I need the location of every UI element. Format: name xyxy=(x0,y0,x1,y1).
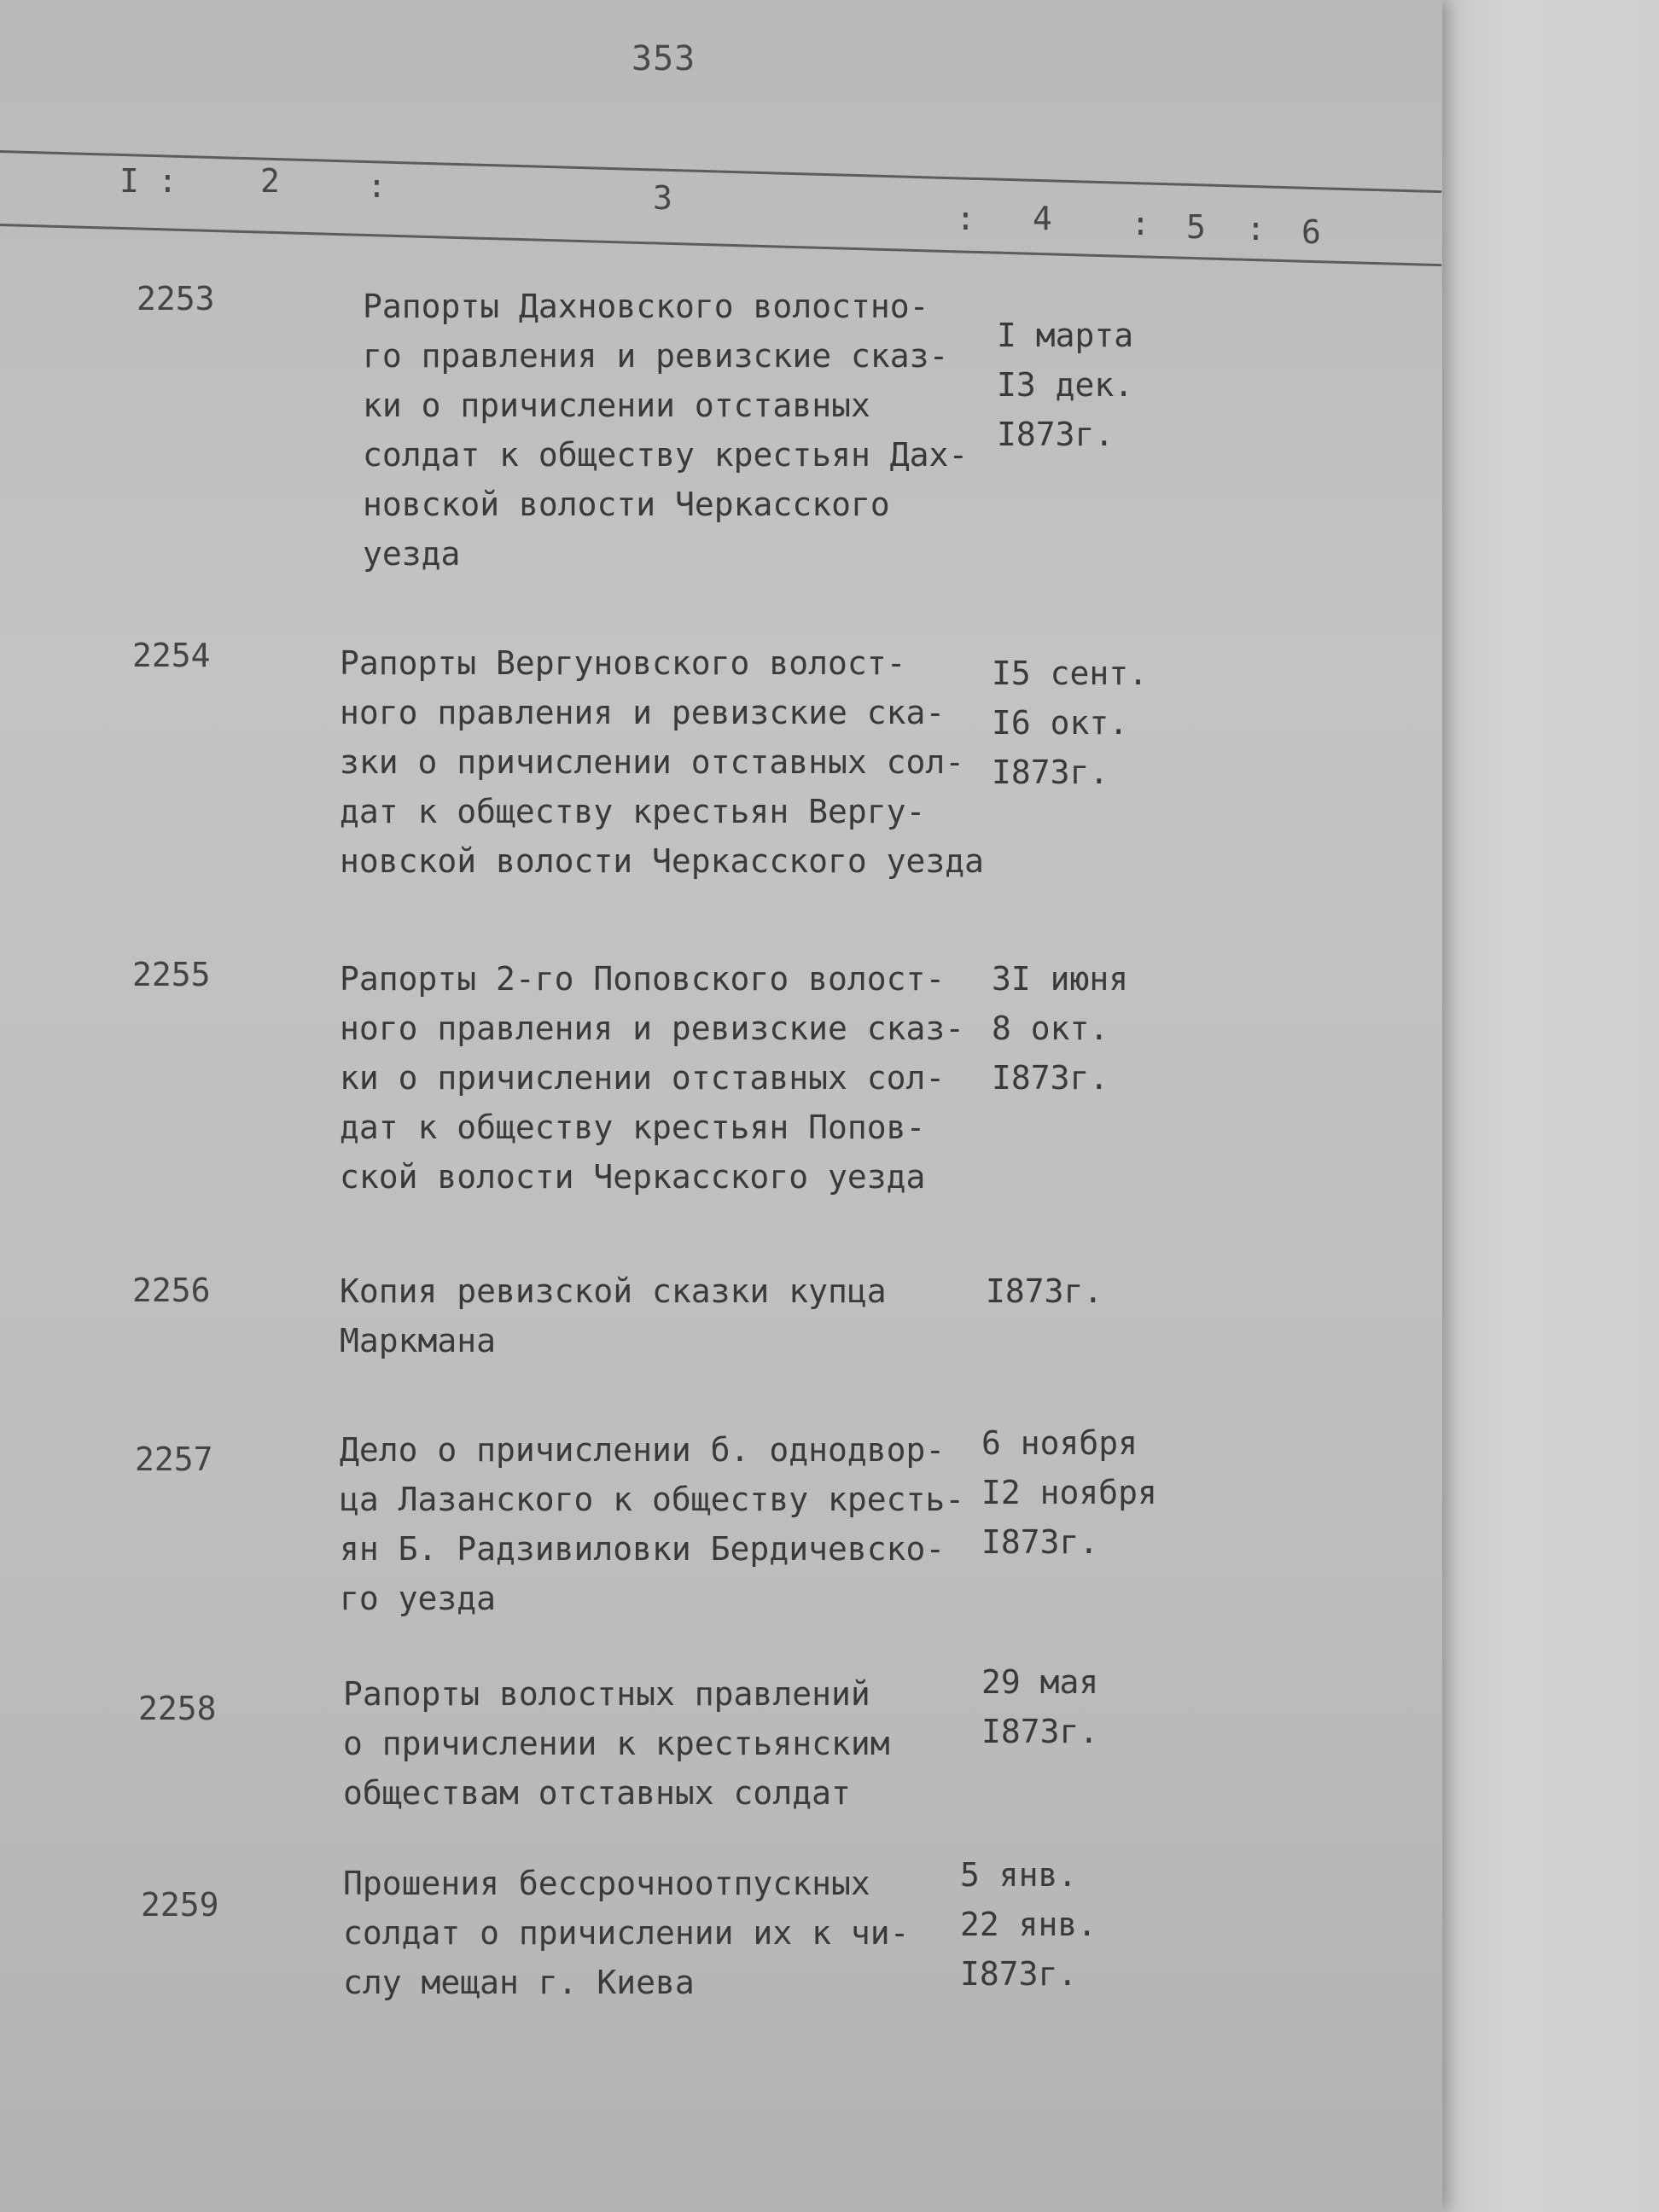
description-line: ки о причислении отставных сол- xyxy=(340,1059,946,1097)
entry-description xyxy=(340,638,1005,886)
column-header-4: 4 xyxy=(1033,200,1052,237)
description-line: Рапорты 2-го Поповского волост- xyxy=(340,960,946,998)
description-line: ного правления и ревизские ска- xyxy=(340,694,946,731)
description-line: Копия ревизской сказки купца xyxy=(340,1272,887,1310)
column-header-6: 6 xyxy=(1301,213,1321,251)
entry-number: 2259 xyxy=(141,1886,219,1924)
entry-dates xyxy=(986,1266,1190,1316)
date-line: I873г. xyxy=(992,1059,1109,1097)
description-line: Прошения бессрочноотпускных xyxy=(343,1865,870,1902)
description-line: солдат о причислении их к чи- xyxy=(343,1914,910,1952)
entry-dates xyxy=(960,1850,1165,1999)
description-line: дат к обществу крестьян Попов- xyxy=(340,1109,926,1146)
description-line: го правления и ревизские сказ- xyxy=(363,337,949,375)
description-line: солдат к обществу крестьян Дах- xyxy=(363,436,969,474)
date-line: I2 ноября xyxy=(981,1474,1157,1511)
description-line: слу мещан г. Киева xyxy=(343,1964,695,2001)
column-separator: : xyxy=(1246,210,1266,247)
description-line: ца Лазанского к обществу кресть- xyxy=(340,1481,965,1518)
date-line: I марта xyxy=(997,317,1134,354)
description-line: Рапорты волостных правлений xyxy=(343,1675,870,1713)
description-line: Рапорты Вергуновского волост- xyxy=(340,644,906,682)
description-line: ской волости Черкасского уезда xyxy=(340,1158,926,1196)
date-line: I873г. xyxy=(981,1713,1099,1750)
entry-dates xyxy=(981,1657,1186,1756)
date-line: I873г. xyxy=(997,416,1115,453)
page-edge-right xyxy=(1442,0,1659,2212)
entry-dates xyxy=(981,1418,1186,1567)
date-line: 5 янв. xyxy=(960,1856,1078,1894)
description-line: о причислении к крестьянским xyxy=(343,1725,890,1762)
column-header-3: 3 xyxy=(653,179,672,217)
entry-description xyxy=(340,1266,1005,1365)
description-line: ки о причислении отставных xyxy=(363,387,870,424)
column-separator: : xyxy=(1131,205,1150,242)
date-line: 3I июня xyxy=(992,960,1129,998)
entry-description xyxy=(340,1425,1005,1623)
header-rule-bottom xyxy=(0,224,1441,266)
description-line: го уезда xyxy=(340,1580,497,1617)
date-line: I3 дек. xyxy=(997,366,1134,404)
date-line: 8 окт. xyxy=(992,1010,1109,1047)
entry-description xyxy=(363,282,1028,579)
date-line: 29 мая xyxy=(981,1663,1099,1701)
entry-dates xyxy=(992,649,1196,797)
entry-number: 2256 xyxy=(132,1272,211,1309)
entry-dates xyxy=(992,954,1196,1103)
entry-description xyxy=(343,1859,1009,2007)
entry-number: 2254 xyxy=(132,637,211,674)
date-line: I873г. xyxy=(960,1955,1078,1993)
description-line: ного правления и ревизские сказ- xyxy=(340,1010,965,1047)
description-line: ян Б. Радзивиловки Бердичевско- xyxy=(340,1530,946,1568)
date-line: I5 сент. xyxy=(992,655,1149,692)
entry-number: 2257 xyxy=(135,1441,213,1478)
description-line: Рапорты Дахновского волостно- xyxy=(363,288,929,325)
date-line: I873г. xyxy=(981,1523,1099,1561)
date-line: I873г. xyxy=(992,754,1109,791)
description-line: Маркмана xyxy=(340,1322,497,1359)
description-line: новской волости Черкасского уезда xyxy=(340,842,984,880)
entry-number: 2255 xyxy=(132,956,211,993)
entry-number: 2258 xyxy=(138,1690,217,1727)
description-line: обществам отставных солдат xyxy=(343,1774,851,1812)
date-line: I873г. xyxy=(986,1272,1103,1310)
header-rule-top xyxy=(0,150,1441,193)
description-line: зки о причислении отставных сол- xyxy=(340,743,965,781)
description-line: новской волости Черкасского xyxy=(363,486,890,523)
date-line: I6 окт. xyxy=(992,704,1129,742)
description-line: Дело о причислении б. однодвор- xyxy=(340,1431,946,1469)
column-separator: : xyxy=(158,162,178,200)
entry-description xyxy=(343,1669,1009,1818)
column-separator: : xyxy=(367,167,387,205)
date-line: 22 янв. xyxy=(960,1906,1097,1943)
description-line: уезда xyxy=(363,535,461,573)
entry-dates xyxy=(997,311,1202,459)
column-header-5: 5 xyxy=(1186,208,1206,246)
column-header-1: I xyxy=(119,162,139,200)
page-number: 353 xyxy=(632,39,696,79)
date-line: 6 ноября xyxy=(981,1424,1138,1462)
description-line: дат к обществу крестьян Вергу- xyxy=(340,793,926,830)
column-header-2: 2 xyxy=(260,162,280,200)
column-separator: : xyxy=(956,200,975,237)
entry-description xyxy=(340,954,1005,1202)
entry-number: 2253 xyxy=(137,280,215,317)
